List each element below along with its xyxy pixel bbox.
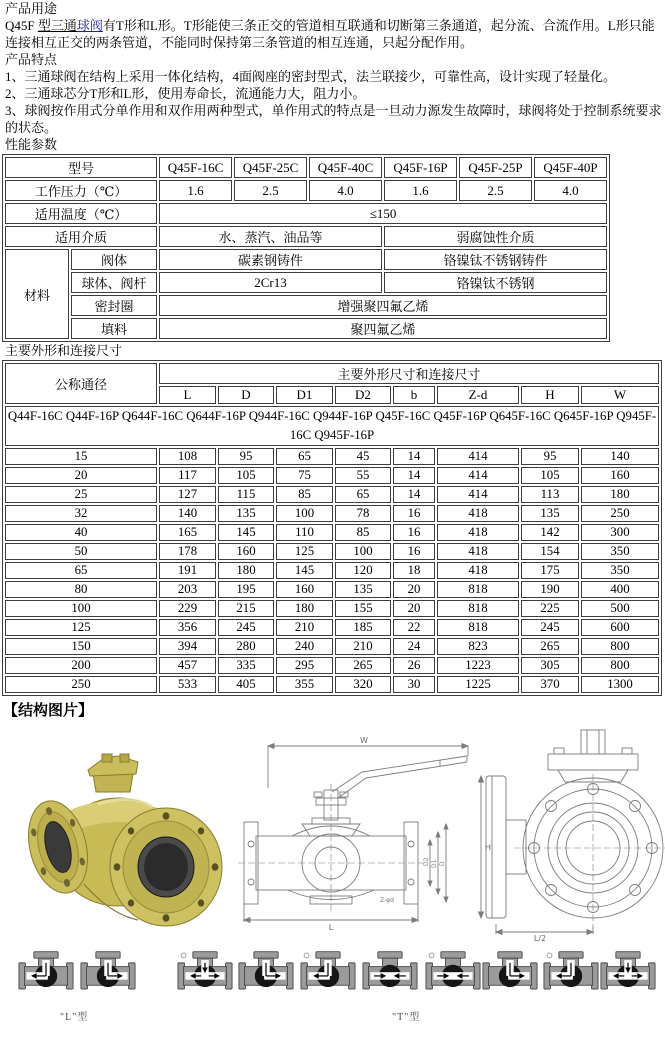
medium-value-cell: 弱腐蚀性介质 [384,226,607,247]
dimension-value-cell: 142 [521,524,579,541]
model-cell: Q45F-40P [534,157,607,178]
three-way-ball-valve-photo [18,752,230,937]
dimension-value-cell: 457 [159,657,216,674]
dn-value-cell: 200 [5,657,157,674]
dimension-value-cell: 110 [276,524,333,541]
valve-flow-schematic-corner-left-icon [300,950,356,1004]
dimension-value-cell: 140 [581,448,659,465]
dimension-value-cell: 305 [521,657,579,674]
valve-side-drawing [478,728,665,942]
dims-table-row [5,467,659,484]
dn-value-cell: 65 [5,562,157,579]
model-cell: Q45F-25C [234,157,307,178]
col-header-cell: H [521,386,579,404]
valve-flow-schematic-corner-right-icon [80,950,136,1004]
dimension-value-cell: 355 [276,676,333,693]
dn-value-cell: 250 [5,676,157,693]
dimension-value-cell: 24 [393,638,435,655]
product-link-plain: 型三通 [37,18,77,33]
pressure-cell: 2.5 [459,180,532,201]
dimension-value-cell: 1300 [581,676,659,693]
feature-item-1: 1、三通球阀在结构上采用一体化结构，4面阀座的密封型式，法兰联接少，可靠性高，设计实现了轻量化。 [5,69,617,84]
dimension-value-cell: 245 [521,619,579,636]
dimension-value-cell: 280 [218,638,274,655]
dn-value-cell: 125 [5,619,157,636]
dim-label-l2: L/2 [533,934,547,942]
l-type-label: "L"型 [60,1012,89,1023]
valve-section-drawing [232,732,472,934]
dn-value-cell: 15 [5,448,157,465]
structure-pictures-area [0,722,665,1048]
pressure-label-cell: 工作压力（℃） [5,180,157,201]
dimension-value-cell: 414 [437,486,519,503]
dimension-value-cell: 600 [581,619,659,636]
dimension-value-cell: 533 [159,676,216,693]
usage-prefix: Q45F [5,18,38,33]
dimension-value-cell: 14 [393,467,435,484]
dn-value-cell: 25 [5,486,157,503]
dims-table-row [5,524,659,541]
perf-row-model [5,157,607,178]
perf-row-material-packing [5,318,607,339]
dimension-value-cell: 818 [437,581,519,598]
pressure-cell: 1.6 [159,180,232,201]
dimension-value-cell: 405 [218,676,274,693]
dimension-value-cell: 145 [218,524,274,541]
dimension-value-cell: 225 [521,600,579,617]
dimension-value-cell: 320 [335,676,391,693]
pressure-cell: 1.6 [384,180,457,201]
dimension-value-cell: 800 [581,638,659,655]
dimension-value-cell: 95 [521,448,579,465]
dimension-value-cell: 14 [393,486,435,503]
dims-table-row [5,638,659,655]
dimension-value-cell: 95 [218,448,274,465]
ball-valve-link[interactable]: 球阀 [76,18,103,33]
dims-table-row [5,448,659,465]
dimension-value-cell: 823 [437,638,519,655]
dimension-value-cell: 203 [159,581,216,598]
dim-label-w: W [360,736,368,745]
dimension-value-cell: 418 [437,543,519,560]
dimension-value-cell: 400 [581,581,659,598]
dimension-value-cell: 356 [159,619,216,636]
dimension-value-cell: 105 [521,467,579,484]
dn-value-cell: 50 [5,543,157,560]
dimension-value-cell: 135 [335,581,391,598]
dimension-value-cell: 185 [335,619,391,636]
dims-header-group [5,363,659,384]
dimension-value-cell: 180 [276,600,333,617]
dims-table-row [5,486,659,503]
group-header-cell: 主要外形尺寸和连接尺寸 [159,363,659,384]
dims-table-row [5,657,659,674]
dims-table-row [5,676,659,693]
dimension-value-cell: 418 [437,505,519,522]
pressure-cell: 4.0 [309,180,382,201]
material-value-cell: 聚四氟乙烯 [159,318,607,339]
t-type-label: "T"型 [392,1012,421,1023]
valve-flow-schematic-split-icon [600,950,656,1004]
dimension-value-cell: 1223 [437,657,519,674]
perf-row-material-body [5,249,607,270]
dimension-value-cell: 16 [393,524,435,541]
dimension-value-cell: 394 [159,638,216,655]
valve-flow-schematic-split-icon [177,950,233,1004]
col-header-cell: D2 [335,386,391,404]
dimension-value-cell: 245 [218,619,274,636]
perf-row-material-ball [5,272,607,293]
dn-value-cell: 80 [5,581,157,598]
material-value-cell: 铬镍钛不锈钢 [384,272,607,293]
valve-flow-schematic-corner-right-icon [482,950,538,1004]
dimension-value-cell: 30 [393,676,435,693]
col-header-cell: W [581,386,659,404]
usage-paragraph [0,17,665,51]
applicable-models-cell: Q44F-16C Q44F-16P Q644F-16C Q644F-16P Q944F-16C Q944F-16P Q45F-16C Q45F-16P Q645F-16C Q645F-16P Q945F-16C Q945F-16P [5,406,659,446]
dimension-value-cell: 195 [218,581,274,598]
dimension-value-cell: 818 [437,600,519,617]
dimension-value-cell: 500 [581,600,659,617]
usage-title: 产品用途 [5,1,58,16]
dn-value-cell: 32 [5,505,157,522]
dimension-value-cell: 135 [521,505,579,522]
dimension-value-cell: 240 [276,638,333,655]
model-cell: Q45F-40C [309,157,382,178]
usage-rest: 有T形和L形。T形能使三条正交的管道相互联通和切断第三条通道，起分流、合流作用。L形只能连接相互正交的两条管道，不能同时保持第三条管道的相互连通，只起分配作用。 [5,18,655,50]
dimension-value-cell: 117 [159,467,216,484]
perf-row-material-seal [5,295,607,316]
dimension-value-cell: 418 [437,524,519,541]
material-value-cell: 碳素钢铸件 [159,249,382,270]
dimension-value-cell: 295 [276,657,333,674]
dimension-value-cell: 45 [335,448,391,465]
dimension-value-cell: 418 [437,562,519,579]
dimension-value-cell: 20 [393,600,435,617]
dims-table-row [5,562,659,579]
medium-value-cell: 水、蒸汽、油品等 [159,226,382,247]
dimension-value-cell: 65 [335,486,391,503]
temp-value-cell: ≤150 [159,203,607,224]
dimension-value-cell: 16 [393,543,435,560]
dn-label-cell: 公称通径 [5,363,157,404]
dimension-value-cell: 370 [521,676,579,693]
dimension-value-cell: 65 [276,448,333,465]
dimension-value-cell: 85 [335,524,391,541]
dimension-value-cell: 78 [335,505,391,522]
material-part-cell: 填料 [71,318,157,339]
col-header-cell: D [218,386,274,404]
dim-label-d1: D1 [431,859,438,868]
dimension-value-cell: 125 [276,543,333,560]
dimension-value-cell: 154 [521,543,579,560]
material-value-cell: 增强聚四氟乙烯 [159,295,607,316]
dimension-value-cell: 14 [393,448,435,465]
dn-value-cell: 40 [5,524,157,541]
material-part-cell: 球体、阀杆 [71,272,157,293]
dimension-value-cell: 55 [335,467,391,484]
feature-item-2: 2、三通球芯分T形和L形，使用寿命长，流通能力大，阻力小。 [5,86,366,101]
dimension-value-cell: 178 [159,543,216,560]
dimension-value-cell: 160 [581,467,659,484]
dimension-value-cell: 120 [335,562,391,579]
dimension-value-cell: 105 [218,467,274,484]
dimension-value-cell: 414 [437,467,519,484]
perf-row-medium [5,226,607,247]
dimension-value-cell: 26 [393,657,435,674]
dimension-value-cell: 1225 [437,676,519,693]
dimension-value-cell: 265 [335,657,391,674]
valve-stem-pad [88,754,138,792]
dimension-value-cell: 265 [521,638,579,655]
pressure-cell: 2.5 [234,180,307,201]
material-part-cell: 阀体 [71,249,157,270]
structure-pictures-title: 【结构图片】 [3,703,94,719]
model-label-cell: 型号 [5,157,157,178]
dimension-value-cell: 108 [159,448,216,465]
dn-value-cell: 100 [5,600,157,617]
dn-value-cell: 150 [5,638,157,655]
valve-flow-schematic-through-icon [425,950,481,1004]
dimension-value-cell: 350 [581,562,659,579]
dimension-value-cell: 250 [581,505,659,522]
dimension-value-cell: 22 [393,619,435,636]
bolt-note-label: Z-φd [380,897,394,904]
dimension-value-cell: 335 [218,657,274,674]
dimension-value-cell: 20 [393,581,435,598]
pressure-cell: 4.0 [534,180,607,201]
dims-table-row [5,581,659,598]
material-part-cell: 密封圈 [71,295,157,316]
valve-flow-schematic-corner-left-icon [543,950,599,1004]
dimension-value-cell: 180 [218,562,274,579]
dimension-value-cell: 115 [218,486,274,503]
dimension-value-cell: 300 [581,524,659,541]
material-label-cell: 材料 [5,249,69,339]
dimension-value-cell: 210 [276,619,333,636]
dn-value-cell: 20 [5,467,157,484]
dimension-value-cell: 229 [159,600,216,617]
material-value-cell: 2Cr13 [159,272,382,293]
dimension-value-cell: 350 [581,543,659,560]
dimension-value-cell: 100 [335,543,391,560]
features-title: 产品特点 [5,52,58,67]
dimension-value-cell: 75 [276,467,333,484]
dimension-value-cell: 180 [581,486,659,503]
temp-label-cell: 适用温度（℃） [5,203,157,224]
dimensions-table [2,360,662,696]
dimension-value-cell: 113 [521,486,579,503]
dimension-value-cell: 190 [521,581,579,598]
valve-flow-schematic-corner-right-icon [238,950,294,1004]
dims-table-row [5,619,659,636]
valve-flow-schematic-corner-left-icon [18,950,74,1004]
dimension-value-cell: 140 [159,505,216,522]
performance-table [2,154,610,342]
perf-row-temperature [5,203,607,224]
col-header-cell: L [159,386,216,404]
dimension-value-cell: 818 [437,619,519,636]
dimension-value-cell: 16 [393,505,435,522]
model-cell: Q45F-16C [159,157,232,178]
dimension-value-cell: 155 [335,600,391,617]
front-flange [110,808,222,926]
material-value-cell: 铬镍钛不锈钢铸件 [384,249,607,270]
dimension-value-cell: 215 [218,600,274,617]
dims-table-row [5,543,659,560]
dimension-value-cell: 175 [521,562,579,579]
dimension-value-cell: 191 [159,562,216,579]
feature-item-3: 3、球阀按作用式分单作用和双作用两种型式，单作用式的特点是一旦动力源发生故障时，球阀将处于控制系统要求的状态。 [5,103,662,135]
col-header-cell: b [393,386,435,404]
col-header-cell: Z-d [437,386,519,404]
performance-title: 性能参数 [5,137,58,152]
dimension-value-cell: 210 [335,638,391,655]
perf-row-pressure [5,180,607,201]
dimension-value-cell: 18 [393,562,435,579]
dimensions-title: 主要外形和连接尺寸 [5,343,123,358]
dimension-value-cell: 135 [218,505,274,522]
dimension-value-cell: 145 [276,562,333,579]
dims-table-row [5,600,659,617]
dimension-value-cell: 127 [159,486,216,503]
col-header-cell: D1 [276,386,333,404]
model-cell: Q45F-16P [384,157,457,178]
dimension-value-cell: 800 [581,657,659,674]
dimension-value-cell: 160 [276,581,333,598]
dimension-value-cell: 100 [276,505,333,522]
dim-label-d: D [439,861,446,866]
dim-label-l: L [328,923,334,932]
dims-models-row [5,406,659,446]
dimension-value-cell: 165 [159,524,216,541]
valve-flow-schematic-through-icon [362,950,418,1004]
dimension-value-cell: 414 [437,448,519,465]
dimension-value-cell: 160 [218,543,274,560]
dim-label-d2: D2 [423,857,430,866]
dims-table-row [5,505,659,522]
dim-label-h: H [485,843,492,852]
medium-label-cell: 适用介质 [5,226,157,247]
dimension-value-cell: 85 [276,486,333,503]
model-cell: Q45F-25P [459,157,532,178]
